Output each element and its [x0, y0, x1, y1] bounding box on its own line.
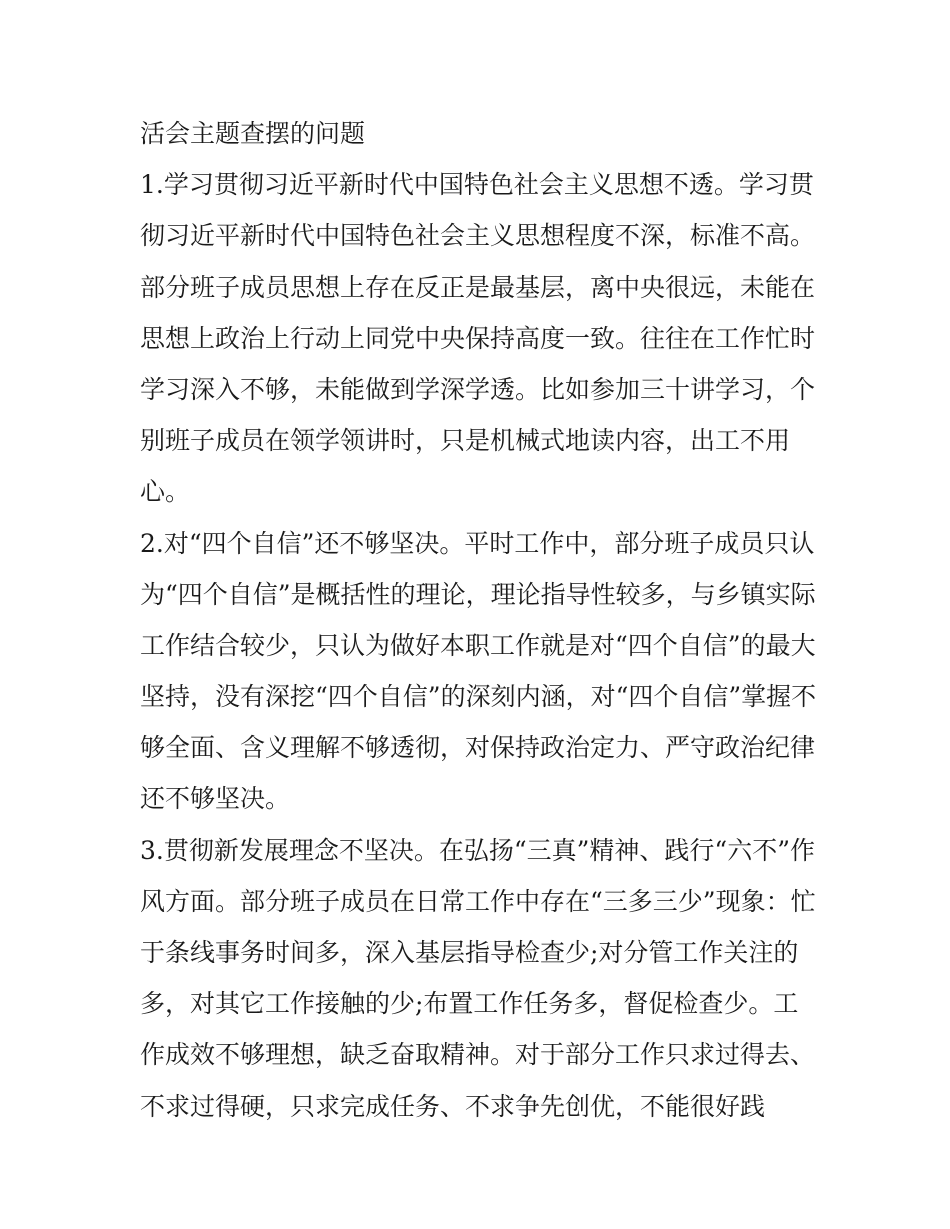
text-line: 1.学习贯彻习近平新时代中国特色社会主义思想不透。学习贯: [140, 170, 814, 200]
text-line: 作成效不够理想，缺乏奋取精神。对于部分工作只求过得去、: [140, 1040, 816, 1070]
text-line: 心。: [140, 477, 191, 507]
text-line: 彻习近平新时代中国特色社会主义思想程度不深，标准不高。: [140, 221, 816, 251]
text-line: 多，对其它工作接触的少;布置工作任务多，督促检查少。工: [140, 989, 799, 1019]
text-line: 风方面。部分班子成员在日常工作中存在“三多三少”现象：忙: [140, 886, 816, 916]
text-line: 于条线事务时间多，深入基层指导检查少;对分管工作关注的: [140, 938, 799, 967]
text-line: 为“四个自信”是概括性的理论，理论指导性较多，与乡镇实际: [140, 579, 816, 609]
document-body: [140, 108, 830, 1132]
text-line: 坚持，没有深挖“四个自信”的深刻内涵，对“四个自信”掌握不: [140, 682, 817, 712]
text-line: 还不够坚决。: [140, 784, 291, 814]
text-line: 不求过得硬，只求完成任务、不求争先创优，不能很好践: [140, 1091, 766, 1121]
text-line: 思想上政治上行动上同党中央保持高度一致。往往在工作忙时: [140, 323, 816, 353]
text-line: 部分班子成员思想上存在反正是最基层，离中央很远，未能在: [140, 272, 816, 302]
text-line: 3.贯彻新发展理念不坚决。在弘扬“三真”精神、践行“六不”作: [140, 835, 815, 865]
text-line: 够全面、含义理解不够透彻，对保持政治定力、严守政治纪律: [140, 733, 816, 763]
text-line: 工作结合较少，只认为做好本职工作就是对“四个自信”的最大: [140, 630, 816, 660]
text-line: 别班子成员在领学领讲时，只是机械式地读内容，出工不用: [140, 426, 791, 456]
heading-line: 活会主题查摆的问题: [140, 119, 366, 148]
text-line: 学习深入不够，未能做到学深学透。比如参加三十讲学习，个: [140, 374, 816, 404]
text-line: 2.对“四个自信”还不够坚决。平时工作中，部分班子成员只认: [140, 528, 815, 558]
